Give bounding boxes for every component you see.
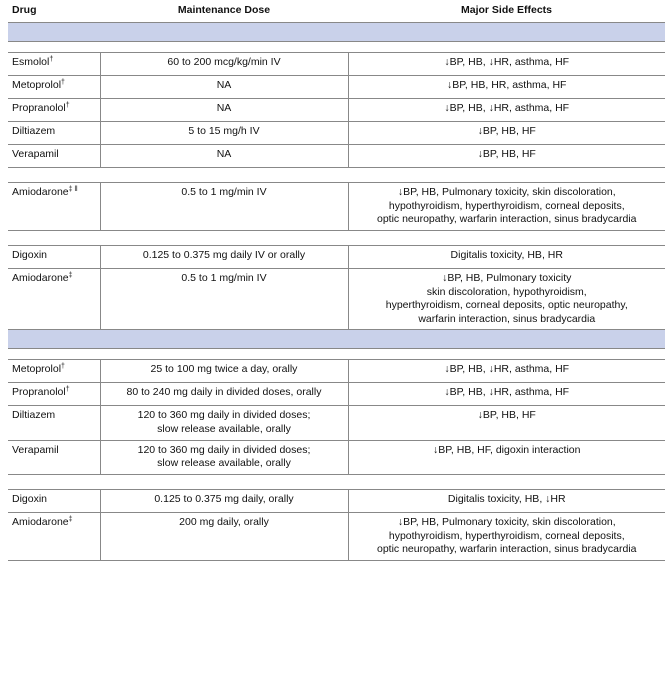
table-row [8,53,665,76]
dose-text-line: 5 to 15 mg/h IV [188,125,260,137]
side-effects-text-line: warfarin interaction, sinus bradycardia [418,312,596,325]
drug-name: Propranolol [12,102,66,114]
side-effects-cell [348,53,665,76]
side-effects-text-line: hyperthyroidism, corneal deposits, optic neuropathy, [385,299,628,312]
spacer-cell [348,42,665,53]
side-effects-cell [348,513,665,561]
drug-name-cell [8,53,100,76]
side-effects-text-line: optic neuropathy, warfarin interaction, sinus bradycardia [376,213,637,226]
spacer-cell [348,168,665,183]
section-band-cell [100,23,348,42]
drug-name-cell [8,122,100,145]
dose-text-line: slow release available, orally [157,457,291,470]
dose-text-line: NA [216,148,232,160]
dose-text-line: 25 to 100 mg twice a day, orally [150,363,298,376]
maintenance-dose-cell [100,76,348,99]
side-effects-cell [348,383,665,406]
footnote-mark: ‡ [68,271,73,279]
side-effects-text-line: ↓BP, HB, Pulmonary toxicity, skin discoloration, [397,516,616,529]
side-effects-cell [348,406,665,440]
side-effects-text-line: ↓BP, HB, ↓HR, asthma, HF [444,56,570,68]
drug-name: Amiodarone [12,186,69,198]
dose-text-line: NA [216,79,232,91]
side-effects-text-line: ↓BP, HB, HR, asthma, HF [447,79,567,91]
maintenance-dose-cell [100,383,348,406]
footnote-mark: ‡ [68,516,73,524]
table-row [8,440,665,474]
header-drug: Drug [12,4,37,16]
drug-name-cell [8,145,100,168]
maintenance-dose-cell [100,513,348,561]
spacer-cell [100,168,348,183]
spacer-cell [348,349,665,360]
side-effects-cell [348,183,665,231]
side-effects-cell [348,145,665,168]
side-effects-cell [348,360,665,383]
footnote-mark: † [65,386,70,394]
spacer-cell [100,349,348,360]
dose-text-line: 60 to 200 mcg/kg/min IV [167,56,281,68]
table-body [8,23,665,561]
drug-name: Verapamil [12,443,59,456]
drug-name-cell [8,406,100,440]
spacer-row [8,475,665,490]
side-effects-cell [348,122,665,145]
table-row [8,268,665,330]
side-effects-cell [348,440,665,474]
drug-name: Diltiazem [12,409,56,422]
side-effects-text-line: ↓BP, HB, ↓HR, asthma, HF [444,363,570,376]
section-band [8,23,665,42]
side-effects-text-line: optic neuropathy, warfarin interaction, sinus bradycardia [376,543,637,556]
side-effects-cell [348,76,665,99]
spacer-cell [8,230,100,245]
dose-text-line: 200 mg daily, orally [179,516,269,529]
table-row [8,145,665,168]
table-row [8,490,665,513]
maintenance-dose-cell [100,360,348,383]
section-band-cell [348,330,665,349]
drug-name-cell [8,245,100,268]
spacer-row [8,168,665,183]
drug-name-cell [8,490,100,513]
maintenance-dose-cell [100,183,348,231]
drug-name: Digoxin [12,248,48,261]
side-effects-text-line: ↓BP, HB, HF, digoxin interaction [433,443,581,456]
spacer-cell [100,230,348,245]
drug-name-cell [8,383,100,406]
side-effects-text-line: hypothyroidism, hyperthyroidism, corneal deposits, [388,529,625,542]
table-row [8,245,665,268]
table-row [8,383,665,406]
footnote-mark: ‡ ll [68,186,78,193]
table-row [8,99,665,122]
drug-name: Metoprolol [12,79,62,91]
drug-name: Amiodarone [12,271,69,284]
dose-text-line: 0.5 to 1 mg/min IV [181,186,267,198]
drug-name-cell [8,268,100,330]
dose-text-line: 0.5 to 1 mg/min IV [181,271,267,284]
side-effects-text-line: skin discoloration, hypothyroidism, [426,285,587,298]
drug-name: Esmolol [12,56,50,68]
table-row [8,183,665,231]
table-row [8,513,665,561]
drug-name: Digoxin [12,493,48,506]
side-effects-cell [348,245,665,268]
drug-name: Verapamil [12,148,59,160]
spacer-row [8,230,665,245]
maintenance-dose-cell [100,145,348,168]
spacer-cell [8,168,100,183]
section-band-cell [100,330,348,349]
maintenance-dose-cell [100,268,348,330]
dose-text-line: 0.125 to 0.375 mg daily, orally [154,493,294,506]
side-effects-text-line: hypothyroidism, hyperthyroidism, corneal deposits, [388,199,625,212]
side-effects-cell [348,490,665,513]
side-effects-text-line: ↓BP, HB, ↓HR, asthma, HF [444,386,570,399]
side-effects-cell [348,268,665,330]
maintenance-dose-cell [100,99,348,122]
table-row [8,360,665,383]
spacer-cell [8,475,100,490]
section-band [8,330,665,349]
spacer-row [8,42,665,53]
side-effects-text-line: ↓BP, HB, HF [477,148,536,160]
side-effects-text-line: Digitalis toxicity, HB, ↓HR [447,493,566,506]
spacer-row [8,349,665,360]
spacer-cell [100,475,348,490]
dose-text-line: NA [216,102,232,114]
side-effects-cell [348,99,665,122]
side-effects-text-line: Digitalis toxicity, HB, HR [450,248,563,261]
drug-name: Diltiazem [12,125,56,137]
maintenance-dose-cell [100,440,348,474]
footnote-mark: † [61,363,65,371]
section-band-cell [348,23,665,42]
drug-name-cell [8,76,100,99]
side-effects-text-line: ↓BP, HB, Pulmonary toxicity, skin discoloration, [397,186,616,198]
dose-text-line: 120 to 360 mg daily in divided doses; [137,409,311,422]
table-row [8,406,665,440]
footnote-mark: † [49,56,54,63]
dose-text-line: 120 to 360 mg daily in divided doses; [137,443,311,456]
maintenance-dose-cell [100,245,348,268]
maintenance-dose-cell [100,53,348,76]
footnote-mark: † [65,102,70,109]
side-effects-text-line: ↓BP, HB, Pulmonary toxicity [442,271,572,284]
drug-dosage-table [8,0,665,561]
drug-name: Amiodarone [12,516,69,529]
dose-text-line: slow release available, orally [157,423,291,436]
header-side-effects: Major Side Effects [460,4,553,16]
table-row [8,122,665,145]
side-effects-text-line: ↓BP, HB, HF [477,125,536,137]
maintenance-dose-cell [100,490,348,513]
footnote-mark: † [61,79,65,86]
header-maintenance-dose: Maintenance Dose [177,4,271,16]
side-effects-text-line: ↓BP, HB, ↓HR, asthma, HF [444,102,570,114]
spacer-cell [348,230,665,245]
maintenance-dose-cell [100,406,348,440]
drug-name-cell [8,99,100,122]
drug-name: Metoprolol [12,363,62,376]
side-effects-text-line: ↓BP, HB, HF [477,409,536,422]
spacer-cell [348,475,665,490]
dose-text-line: 80 to 240 mg daily in divided doses, orally [126,386,322,399]
drug-name-cell [8,440,100,474]
section-band-cell [8,330,100,349]
spacer-cell [100,42,348,53]
header-row [8,0,665,23]
spacer-cell [8,349,100,360]
drug-name-cell [8,360,100,383]
table-row [8,76,665,99]
section-band-cell [8,23,100,42]
drug-name-cell [8,183,100,231]
dose-text-line: 0.125 to 0.375 mg daily IV or orally [142,248,306,261]
spacer-cell [8,42,100,53]
drug-name-cell [8,513,100,561]
maintenance-dose-cell [100,122,348,145]
drug-name: Propranolol [12,386,66,399]
